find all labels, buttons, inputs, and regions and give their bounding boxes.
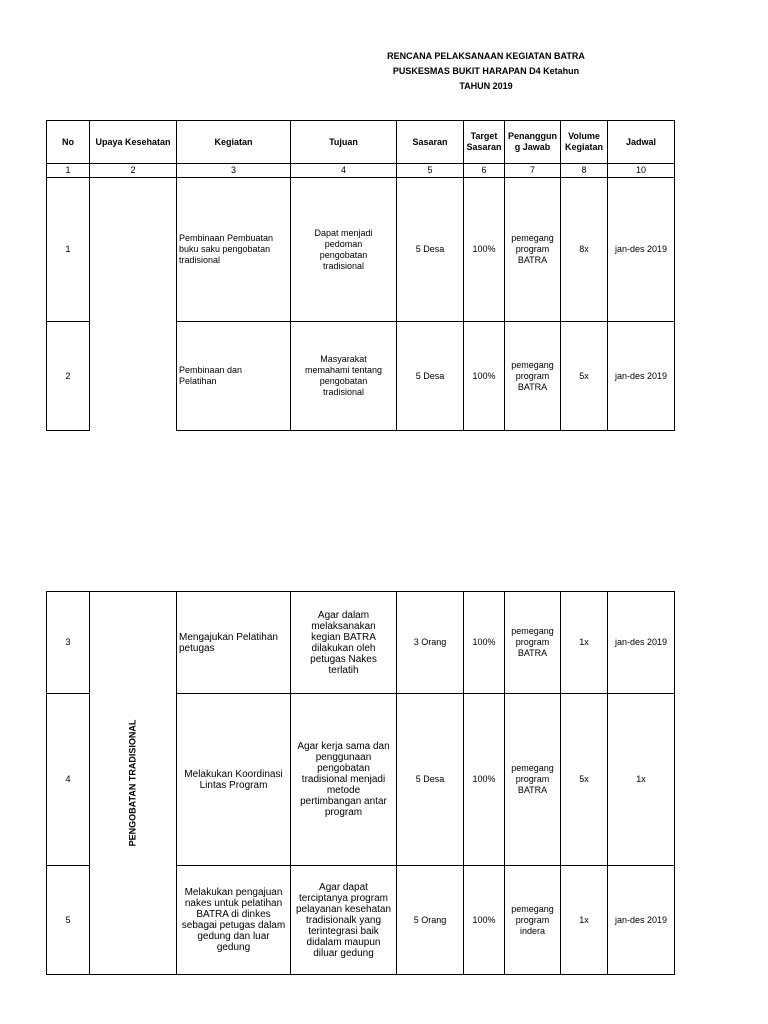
title-line-3: TAHUN 2019 (459, 81, 513, 91)
cell-target: 100% (464, 178, 505, 322)
cell-sasaran: 5 Orang (397, 866, 464, 975)
header-volume: Volume Kegiatan (561, 121, 608, 164)
plan-table-top (46, 120, 675, 431)
colnum: 7 (505, 164, 561, 178)
column-number-row (47, 164, 675, 178)
colnum: 8 (561, 164, 608, 178)
cell-sasaran: 5 Desa (397, 322, 464, 431)
cell-target: 100% (464, 592, 505, 694)
colnum: 10 (608, 164, 675, 178)
title-line-2: PUSKESMAS BUKIT HARAPAN D4 Ketahun (392, 66, 580, 76)
header-target: Target Sasaran (464, 121, 505, 164)
cell-target: 100% (464, 322, 505, 431)
colnum: 1 (47, 164, 90, 178)
cell-pj: pemegang program BATRA (505, 694, 561, 866)
colnum: 5 (397, 164, 464, 178)
colnum: 4 (291, 164, 397, 178)
upaya-label: PENGOBATAN TRADISIONAL (127, 719, 138, 847)
cell-no: 1 (47, 178, 90, 322)
header-sasaran: Sasaran (397, 121, 464, 164)
cell-pj: pemegang program indera (505, 866, 561, 975)
cell-volume: 1x (561, 866, 608, 975)
cell-sasaran: 5 Desa (397, 694, 464, 866)
cell-target: 100% (464, 694, 505, 866)
document-title (0, 49, 768, 94)
cell-tujuan: Agar dalam melaksanakan kegian BATRA dilakukan oleh petugas Nakes terlatih (291, 592, 397, 694)
cell-volume: 1x (561, 592, 608, 694)
cell-jadwal: jan-des 2019 (608, 866, 675, 975)
header-upaya: Upaya Kesehatan (90, 121, 177, 164)
cell-tujuan: Dapat menjadi pedoman pengobatan tradisional (291, 178, 397, 322)
cell-kegiatan: Pembinaan dan Pelatihan (177, 322, 291, 431)
cell-kegiatan: Mengajukan Pelatihan petugas (177, 592, 291, 694)
cell-pj: pemegang program BATRA (505, 322, 561, 431)
cell-upaya (90, 178, 177, 431)
cell-kegiatan: Melakukan pengajuan nakes untuk pelatihan BATRA di dinkes sebagai petugas dalam gedung dan luar gedung (177, 866, 291, 975)
cell-target: 100% (464, 866, 505, 975)
header-row (47, 121, 675, 164)
cell-sasaran: 3 Orang (397, 592, 464, 694)
header-tujuan: Tujuan (291, 121, 397, 164)
colnum: 6 (464, 164, 505, 178)
cell-no: 4 (47, 694, 90, 866)
cell-no: 5 (47, 866, 90, 975)
cell-jadwal: jan-des 2019 (608, 322, 675, 431)
cell-no: 2 (47, 322, 90, 431)
cell-tujuan: Agar kerja sama dan penggunaan pengobatan tradisional menjadi metode pertimbangan antar program (291, 694, 397, 866)
table-row (47, 592, 675, 694)
cell-tujuan: Agar dapat terciptanya program pelayanan kesehatan tradisionalk yang terintegrasi baik didalam maupun diluar gedung (291, 866, 397, 975)
cell-volume: 5x (561, 694, 608, 866)
cell-upaya (90, 592, 177, 975)
cell-kegiatan: Pembinaan Pembuatan buku saku pengobatan tradisional (177, 178, 291, 322)
header-pj: Penanggun g Jawab (505, 121, 561, 164)
header-kegiatan: Kegiatan (177, 121, 291, 164)
table-row (47, 178, 675, 322)
cell-jadwal: 1x (608, 694, 675, 866)
colnum: 3 (177, 164, 291, 178)
plan-table-bottom (46, 591, 675, 975)
cell-volume: 8x (561, 178, 608, 322)
colnum: 2 (90, 164, 177, 178)
title-line-1: RENCANA PELAKSANAAN KEGIATAN BATRA (387, 51, 585, 61)
header-jadwal: Jadwal (608, 121, 675, 164)
cell-tujuan: Masyarakat memahami tentang pengobatan tradisional (291, 322, 397, 431)
header-no: No (47, 121, 90, 164)
cell-volume: 5x (561, 322, 608, 431)
cell-kegiatan: Melakukan Koordinasi Lintas Program (177, 694, 291, 866)
cell-jadwal: jan-des 2019 (608, 178, 675, 322)
cell-pj: pemegang program BATRA (505, 592, 561, 694)
cell-sasaran: 5 Desa (397, 178, 464, 322)
cell-jadwal: jan-des 2019 (608, 592, 675, 694)
cell-pj: pemegang program BATRA (505, 178, 561, 322)
cell-no: 3 (47, 592, 90, 694)
